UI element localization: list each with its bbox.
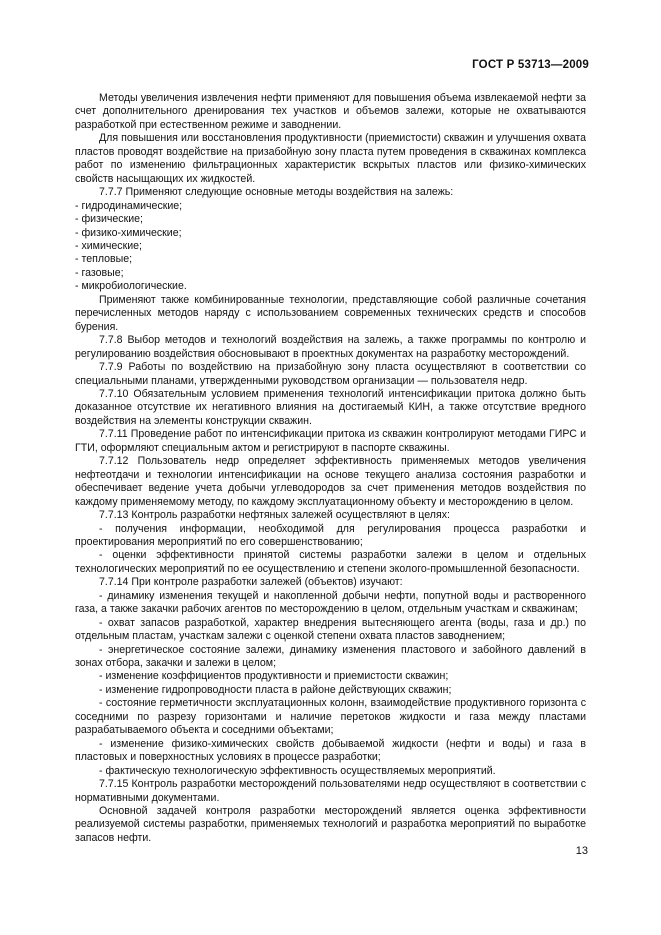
paragraph: - динамику изменения текущей и накопленной добычи нефти, попутной воды и растворенного газа, а также закачки рабочих агентов по месторождению в целом, отдельным участкам и скважинам; xyxy=(75,589,586,616)
paragraph: 7.7.11 Проведение работ по интенсификации притока из скважин контролируют методами ГИРС и ГТИ, оформляют специальным актом и регистрируют в паспорте скважины. xyxy=(75,428,586,454)
document-header: ГОСТ Р 53713—2009 xyxy=(472,59,589,71)
document-body xyxy=(75,92,586,845)
paragraph: - оценки эффективности принятой системы разработки залежи в целом и отдельных технологических мероприятий по ее осуществлению и степени эколого-промышленной безопасности. xyxy=(75,549,586,575)
paragraph: 7.7.9 Работы по воздействию на призабойную зону пласта осуществляют в соответствии со специальными планами, утвержденными руководством организации — пользователя недр. xyxy=(75,361,586,387)
list-item: - газовые; xyxy=(75,266,124,279)
paragraph: 7.7.14 При контроле разработки залежей (объектов) изучают: xyxy=(99,576,403,589)
paragraph: Методы увеличения извлечения нефти применяют для повышения объема извлекаемой нефти за счет дополнительного дренирования тех участков и объемов залежи, которые не охватываются разработкой при естественном режиме и заводнении. xyxy=(75,92,586,131)
paragraph: Применяют также комбинированные технологии, представляющие собой различные сочетания перечисленных методов наряду с использованием современных технических средств и способов бурения. xyxy=(75,293,586,333)
paragraph: - фактическую технологическую эффективность осуществляемых мероприятий. xyxy=(99,764,496,777)
paragraph: - получения информации, необходимой для регулирования процесса разработки и проектирования мероприятий по его совершенствованию; xyxy=(75,522,586,548)
list-item: - физические; xyxy=(75,213,143,226)
paragraph: 7.7.8 Выбор методов и технологий воздействия на залежь, а также программы по контролю и регулированию воздействия обосновывают в проектных документах на разработку месторождений. xyxy=(75,334,586,360)
list-item: - химические; xyxy=(75,239,142,252)
paragraph: - изменение коэффициентов продуктивности и приемистости скважин; xyxy=(99,670,449,683)
list-item: - физико-химические; xyxy=(75,226,182,239)
paragraph: 7.7.10 Обязательным условием применения технологий интенсификации притока должно быть доказанное отсутствие их негативного влияния на достигаемый КИН, а также отсутствие вредного воздействия на элементы конструкции скважин. xyxy=(75,387,586,427)
page-number: 13 xyxy=(575,845,588,857)
paragraph: - энергетическое состояние залежи, динамику изменения пластового и забойного давлений в зонах отбора, закачки и залежи в целом; xyxy=(75,643,586,670)
paragraph: - состояние герметичности эксплуатационных колонн, взаимодействие продуктивного горизонта с соседними по разрезу горизонтами и наличие перетоков жидкости и газа между пластами разрабатываемого объекта и соседними объектами; xyxy=(75,697,586,737)
paragraph: Основной задачей контроля разработки месторождений является оценка эффективности реализуемой системы разработки, применяемых технологий и разработка мероприятий по выработке запасов нефти. xyxy=(75,805,586,844)
list-item: - микробиологические. xyxy=(75,280,187,293)
paragraph: Для повышения или восстановления продуктивности (приемистости) скважин и улучшения охвата пластов проводят воздействие на призабойную зону пласта путем проведения в скважинах комплекса работ по изменению фильтрационных характеристик вскрытых пластов или физико-химических свойств насыщающих их жидкостей. xyxy=(75,132,586,185)
paragraph: 7.7.7 Применяют следующие основные методы воздействия на залежь: xyxy=(99,186,454,199)
paragraph: - изменение гидропроводности пласта в районе действующих скважин; xyxy=(99,683,452,696)
paragraph: - охват запасов разработкой, характер внедрения вытесняющего агента (воды, газа и др.) по отдельным пластам, участкам залежи с оценкой степени охвата пластов заводнением; xyxy=(75,616,586,643)
list-item: - тепловые; xyxy=(75,253,133,266)
paragraph: 7.7.12 Пользователь недр определяет эффективность применяемых методов увеличения нефтеотдачи и технологии интенсификации на основе текущего анализа состояния разработки и обеспечивает ведение учета добычи углеводородов за счет применения методов воздействия по каждому применяемому методу, по каждому эксплуатационному объекту и месторождению в целом. xyxy=(75,455,586,508)
paragraph: - изменение физико-химических свойств добываемой жидкости (нефти и воды) и газа в пластовых и поверхностных условиях в процессе разработки; xyxy=(75,737,586,764)
paragraph: 7.7.15 Контроль разработки месторождений пользователями недр осуществляют в соответствии с нормативными документами. xyxy=(75,778,586,804)
list-item: - гидродинамические; xyxy=(75,199,183,212)
paragraph: 7.7.13 Контроль разработки нефтяных залежей осуществляют в целях: xyxy=(99,509,450,522)
